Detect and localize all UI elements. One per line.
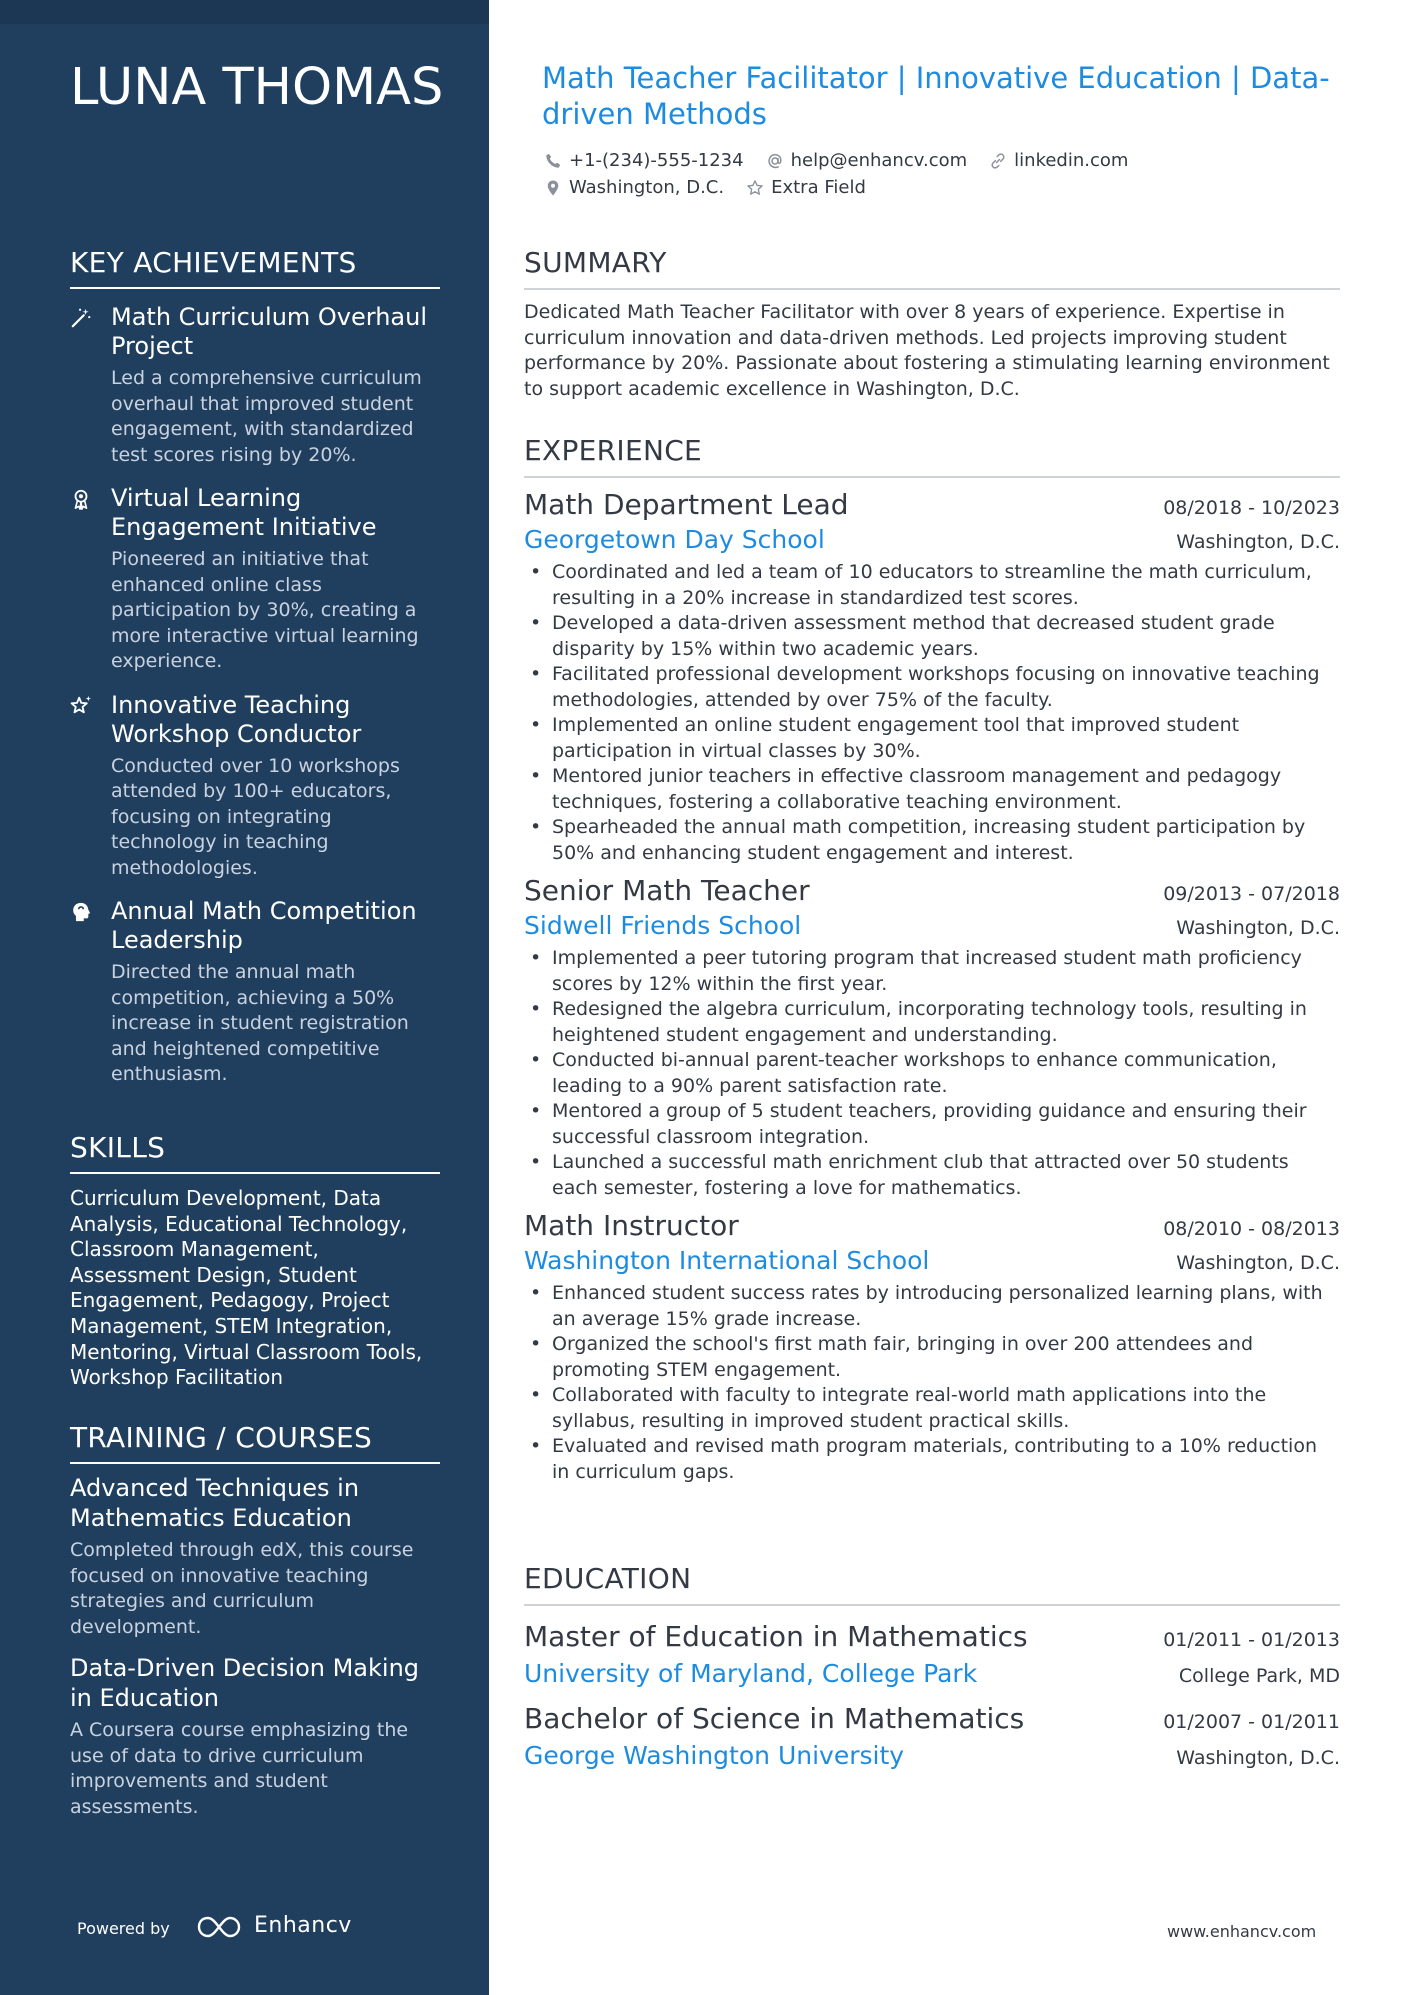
education-section — [524, 1562, 1340, 1770]
job-bullet: • Collaborated with faculty to integrate real-world math applications into the syllabus, resulting in improved student practical skills. — [524, 1383, 1340, 1434]
magic-wand-icon — [70, 307, 92, 329]
job-entry — [524, 488, 1340, 866]
job-bullet: • Implemented an online student engagement tool that improved student participation in virtual classes by 30%. — [524, 713, 1340, 764]
job-bullets — [524, 1281, 1340, 1485]
skills-heading: SKILLS — [70, 1131, 440, 1174]
sidebar — [0, 0, 489, 1995]
achievement-desc: Pioneered an initiative that enhanced online class participation by 30%, creating a more interactive virtual learning experience. — [111, 548, 419, 672]
head-brain-icon — [70, 901, 92, 923]
key-achievements-heading: KEY ACHIEVEMENTS — [70, 246, 440, 289]
job-title: Math Department Lead — [524, 488, 849, 521]
education-heading: EDUCATION — [524, 1562, 1340, 1606]
contact-row-1 — [544, 150, 1128, 171]
link-text: linkedin.com — [1014, 150, 1129, 171]
degree-title: Master of Education in Mathematics — [524, 1620, 1028, 1653]
degree-title: Bachelor of Science in Mathematics — [524, 1702, 1025, 1735]
job-organization: Georgetown Day School — [524, 525, 825, 554]
enhancv-brand-name: Enhancv — [254, 1913, 352, 1938]
job-organization: Washington International School — [524, 1246, 930, 1275]
job-bullet: • Implemented a peer tutoring program that increased student math proficiency scores by 12% within the first year. — [524, 946, 1340, 997]
skills-section — [70, 1131, 440, 1391]
school-location: College Park, MD — [1178, 1665, 1340, 1687]
email-text: help@enhancv.com — [790, 150, 968, 171]
skills-list: Curriculum Development, Data Analysis, Educational Technology, Classroom Management, Assessment Design, Student Engagement, Pedagogy, Project Management, STEM Integration, Mentoring, Virtual Classroom Tools, Workshop Facilitation — [70, 1186, 423, 1390]
award-ribbon-icon — [70, 488, 92, 510]
achievement-title: Virtual Learning Engagement Initiative — [111, 484, 377, 541]
achievement-title: Math Curriculum Overhaul Project — [111, 303, 428, 360]
achievement-desc: Directed the annual math competition, achieving a 50% increase in student registration and heightened competitive enthusiasm. — [111, 961, 409, 1085]
school-name: University of Maryland, College Park — [524, 1659, 978, 1688]
phone-contact[interactable] — [544, 150, 744, 171]
job-bullet: • Organized the school's first math fair, bringing in over 200 attendees and promoting STEM engagement. — [524, 1332, 1340, 1383]
job-bullet: • Launched a successful math enrichment club that attracted over 50 students each semester, fostering a love for mathematics. — [524, 1150, 1340, 1201]
location-text: Washington, D.C. — [569, 177, 725, 198]
job-bullets — [524, 560, 1340, 866]
education-dates: 01/2011 - 01/2013 — [1163, 1629, 1340, 1651]
education-dates: 01/2007 - 01/2011 — [1163, 1711, 1340, 1733]
key-achievements-section — [70, 246, 440, 1088]
course-item — [70, 1654, 440, 1820]
summary-section — [524, 246, 1340, 402]
job-entry — [524, 1209, 1340, 1485]
job-location: Washington, D.C. — [1176, 1252, 1340, 1274]
education-entry — [524, 1702, 1340, 1770]
link-icon — [989, 152, 1007, 170]
extra-field-contact — [746, 177, 866, 198]
sidebar-top-bar — [0, 0, 489, 24]
star-sparkle-icon — [70, 695, 92, 717]
job-title: Senior Math Teacher — [524, 874, 810, 907]
footer-website[interactable]: www.enhancv.com — [1167, 1922, 1317, 1941]
summary-heading: SUMMARY — [524, 246, 1340, 290]
training-section — [70, 1421, 440, 1820]
job-bullet: • Developed a data-driven assessment method that decreased student grade disparity by 15% within two academic years. — [524, 611, 1340, 662]
achievement-title: Innovative Teaching Workshop Conductor — [111, 690, 362, 748]
achievement-title: Annual Math Competition Leadership — [111, 897, 417, 954]
at-sign-icon — [766, 152, 784, 170]
course-title: Data-Driven Decision Making in Education — [70, 1654, 420, 1712]
summary-text: Dedicated Math Teacher Facilitator with over 8 years of experience. Expertise in curriculum innovation and data-driven methods. Led projects improving student performance by 20%. Passionate about fostering a stimulating learning environment to support academic excellence in Washington, D.C. — [524, 301, 1330, 400]
candidate-name: LUNA THOMAS — [70, 58, 444, 117]
job-dates: 09/2013 - 07/2018 — [1163, 883, 1340, 905]
headline: Math Teacher Facilitator | Innovative Education | Data-driven Methods — [542, 61, 1330, 131]
achievement-item — [70, 303, 440, 468]
star-icon — [746, 179, 764, 197]
job-location: Washington, D.C. — [1176, 531, 1340, 553]
location-pin-icon — [544, 179, 562, 197]
extra-field-text: Extra Field — [771, 177, 866, 198]
achievement-desc: Led a comprehensive curriculum overhaul that improved student engagement, with standardized test scores rising by 20%. — [111, 367, 422, 466]
job-dates: 08/2018 - 10/2023 — [1163, 497, 1340, 519]
achievement-item — [70, 484, 440, 675]
achievement-desc: Conducted over 10 workshops attended by 100+ educators, focusing on integrating technology in teaching methodologies. — [111, 754, 400, 879]
experience-heading: EXPERIENCE — [524, 434, 1340, 478]
email-contact[interactable] — [766, 150, 968, 171]
job-bullet: • Redesigned the algebra curriculum, incorporating technology tools, resulting in heightened student engagement and understanding. — [524, 997, 1340, 1048]
achievement-item — [70, 897, 440, 1088]
course-desc: Completed through edX, this course focused on innovative teaching strategies and curriculum development. — [70, 1539, 414, 1638]
location-contact — [544, 177, 724, 198]
achievement-item — [70, 691, 440, 882]
enhancv-logo-icon — [196, 1914, 242, 1940]
school-name: George Washington University — [524, 1741, 905, 1770]
phone-icon — [544, 152, 562, 170]
job-dates: 08/2010 - 08/2013 — [1163, 1218, 1340, 1240]
phone-text: +1-(234)-555-1234 — [569, 150, 744, 171]
training-heading: TRAINING / COURSES — [70, 1421, 440, 1464]
course-desc: A Coursera course emphasizing the use of data to drive curriculum improvements and student assessments. — [70, 1719, 409, 1818]
job-title: Math Instructor — [524, 1209, 739, 1242]
job-bullet: • Facilitated professional development workshops focusing on innovative teaching methodologies, attended by over 75% of the faculty. — [524, 662, 1340, 713]
job-bullets — [524, 946, 1340, 1201]
contact-row-2 — [544, 177, 866, 198]
education-entry — [524, 1620, 1340, 1688]
powered-by-label: Powered by — [77, 1919, 170, 1938]
school-location: Washington, D.C. — [1176, 1747, 1340, 1769]
experience-section — [524, 434, 1340, 1485]
job-bullet: • Mentored junior teachers in effective classroom management and pedagogy techniques, fostering a collaborative teaching environment. — [524, 764, 1340, 815]
job-bullet: • Spearheaded the annual math competition, increasing student participation by 50% and enhancing student engagement and interest. — [524, 815, 1340, 866]
job-location: Washington, D.C. — [1176, 917, 1340, 939]
course-title: Advanced Techniques in Mathematics Education — [70, 1474, 360, 1532]
job-bullet: • Conducted bi-annual parent-teacher workshops to enhance communication, leading to a 90% parent satisfaction rate. — [524, 1048, 1340, 1099]
job-bullet: • Enhanced student success rates by introducing personalized learning plans, with an average 15% grade increase. — [524, 1281, 1340, 1332]
job-bullet: • Mentored a group of 5 student teachers, providing guidance and ensuring their successful classroom integration. — [524, 1099, 1340, 1150]
link-contact[interactable] — [989, 150, 1128, 171]
job-bullet: • Coordinated and led a team of 10 educators to streamline the math curriculum, resulting in a 20% increase in standardized test scores. — [524, 560, 1340, 611]
course-item — [70, 1474, 440, 1640]
job-entry — [524, 874, 1340, 1201]
job-bullet: • Evaluated and revised math program materials, contributing to a 10% reduction in curriculum gaps. — [524, 1434, 1340, 1485]
job-organization: Sidwell Friends School — [524, 911, 802, 940]
